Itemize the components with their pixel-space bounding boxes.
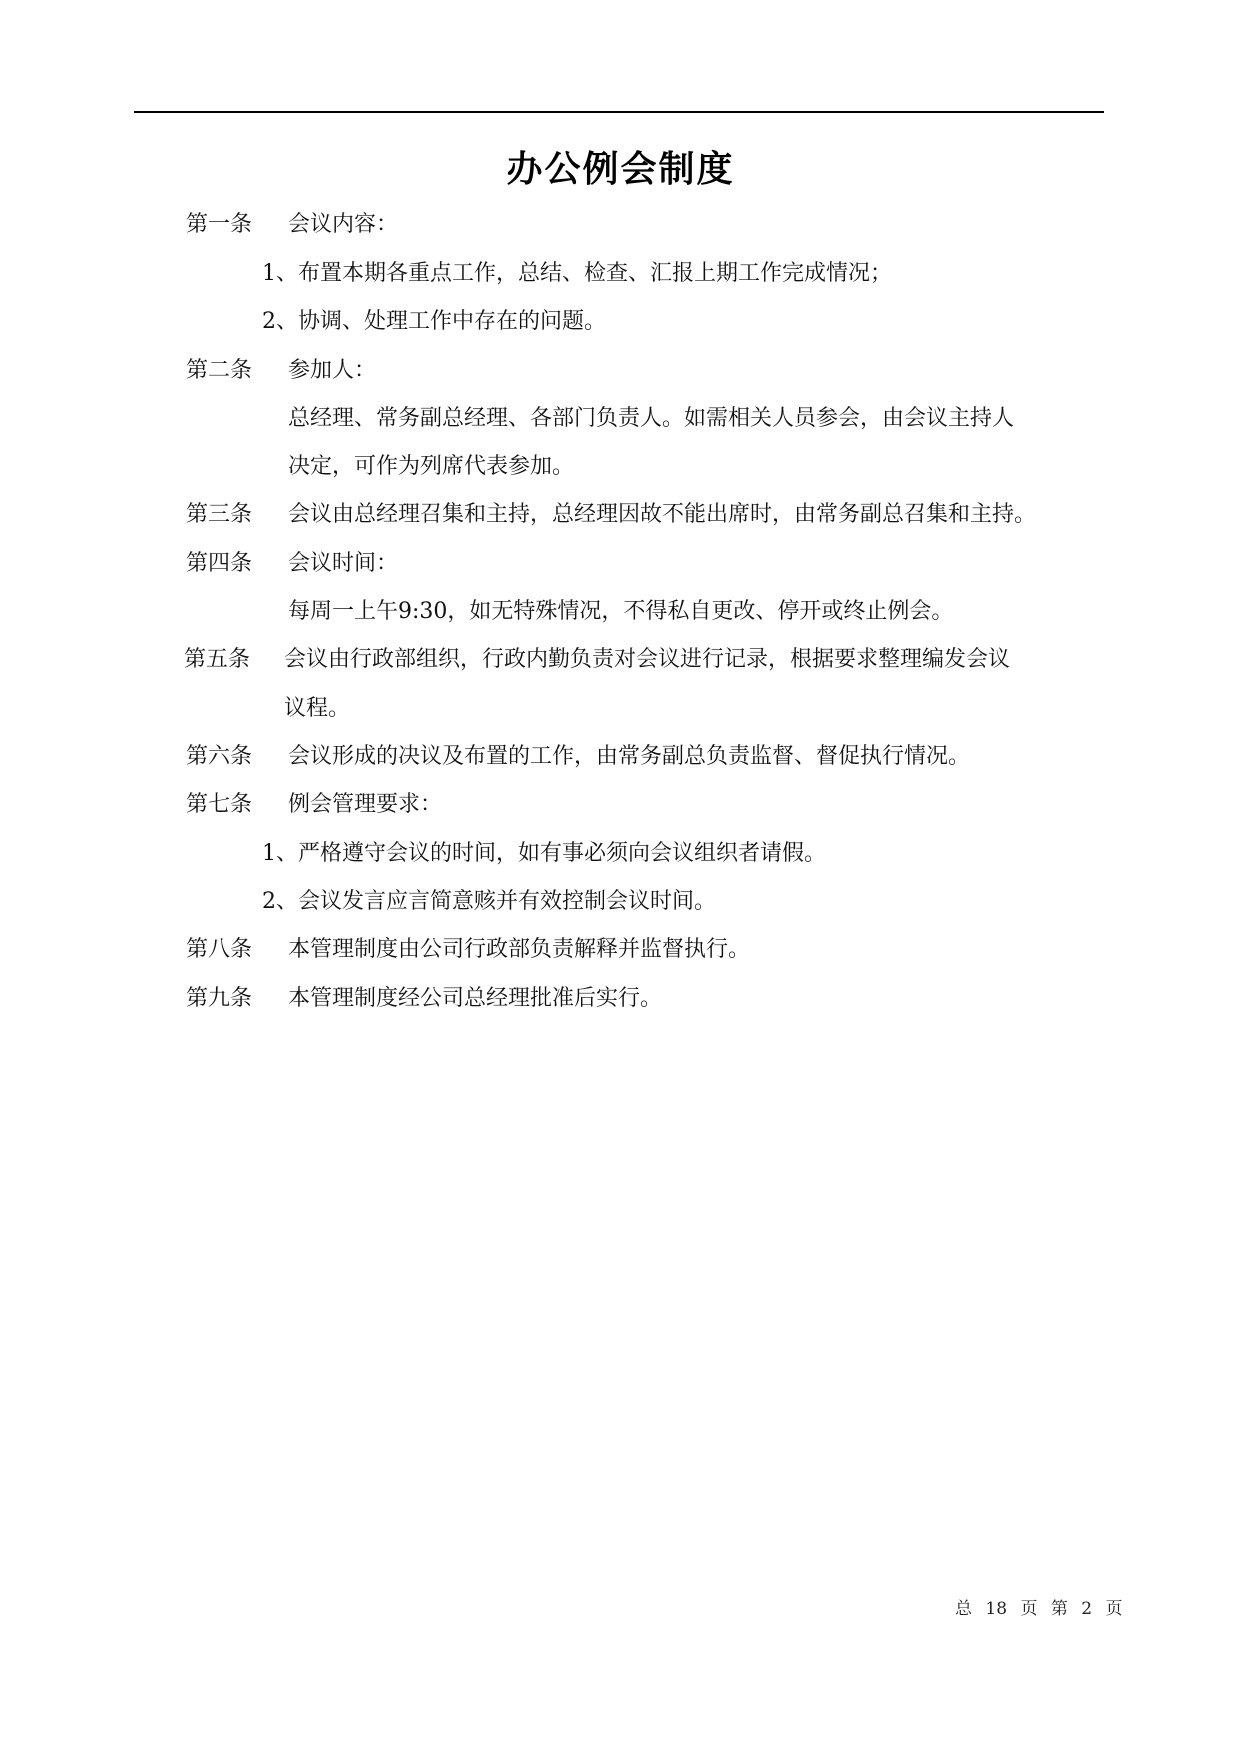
- current-page: 2: [1081, 1599, 1093, 1619]
- article-number: 第七条: [186, 792, 253, 817]
- current-label: 第: [1050, 1599, 1068, 1619]
- article-number: 第六条: [186, 744, 253, 769]
- article-text: 会议由行政部组织，行政内勤负责对会议进行记录，根据要求整理编发会议: [284, 647, 1011, 672]
- list-item: 2、会议发言应言简意赅并有效控制会议时间。: [262, 889, 716, 914]
- list-item: 1、布置本期各重点工作，总结、检查、汇报上期工作完成情况；: [262, 261, 892, 286]
- article-text: 本管理制度经公司总经理批准后实行。: [288, 986, 663, 1011]
- paragraph-line: 每周一上午9:30，如无特殊情况，不得私自更改、停开或终止例会。: [288, 599, 954, 624]
- paragraph-line: 总经理、常务副总经理、各部门负责人。如需相关人员参会，由会议主持人: [288, 406, 1015, 431]
- article-number: 第二条: [186, 358, 253, 383]
- page-unit: 页: [1105, 1599, 1123, 1619]
- article-text: 会议形成的决议及布置的工作，由常务副总负责监督、督促执行情况。: [288, 744, 971, 769]
- article-text: 会议时间：: [288, 551, 399, 576]
- article-text: 会议内容：: [288, 212, 399, 237]
- article-text: 会议由总经理召集和主持，总经理因故不能出席时，由常务副总召集和主持。: [288, 502, 1037, 527]
- page-unit: 页: [1020, 1599, 1038, 1619]
- article-number: 第三条: [186, 502, 253, 527]
- article-text: 例会管理要求：: [288, 792, 443, 817]
- list-item: 2、协调、处理工作中存在的问题。: [262, 309, 606, 334]
- paragraph-line: 决定，可作为列席代表参加。: [288, 454, 575, 479]
- article-number: 第八条: [186, 937, 253, 962]
- article-number: 第一条: [186, 212, 253, 237]
- article-number: 第四条: [186, 551, 253, 576]
- article-number: 第九条: [186, 986, 253, 1011]
- total-label: 总: [955, 1599, 972, 1619]
- article-text: 参加人：: [288, 358, 377, 383]
- page-indicator: [955, 1597, 1123, 1621]
- list-item: 1、严格遵守会议的时间，如有事必须向会议组织者请假。: [262, 841, 826, 866]
- article-text: 本管理制度由公司行政部负责解释并监督执行。: [288, 937, 751, 962]
- paragraph-line: 议程。: [284, 696, 351, 721]
- total-pages: 18: [985, 1599, 1008, 1619]
- document-title: 办公例会制度: [506, 149, 735, 190]
- header-rule: [134, 111, 1104, 113]
- article-number: 第五条: [184, 647, 251, 672]
